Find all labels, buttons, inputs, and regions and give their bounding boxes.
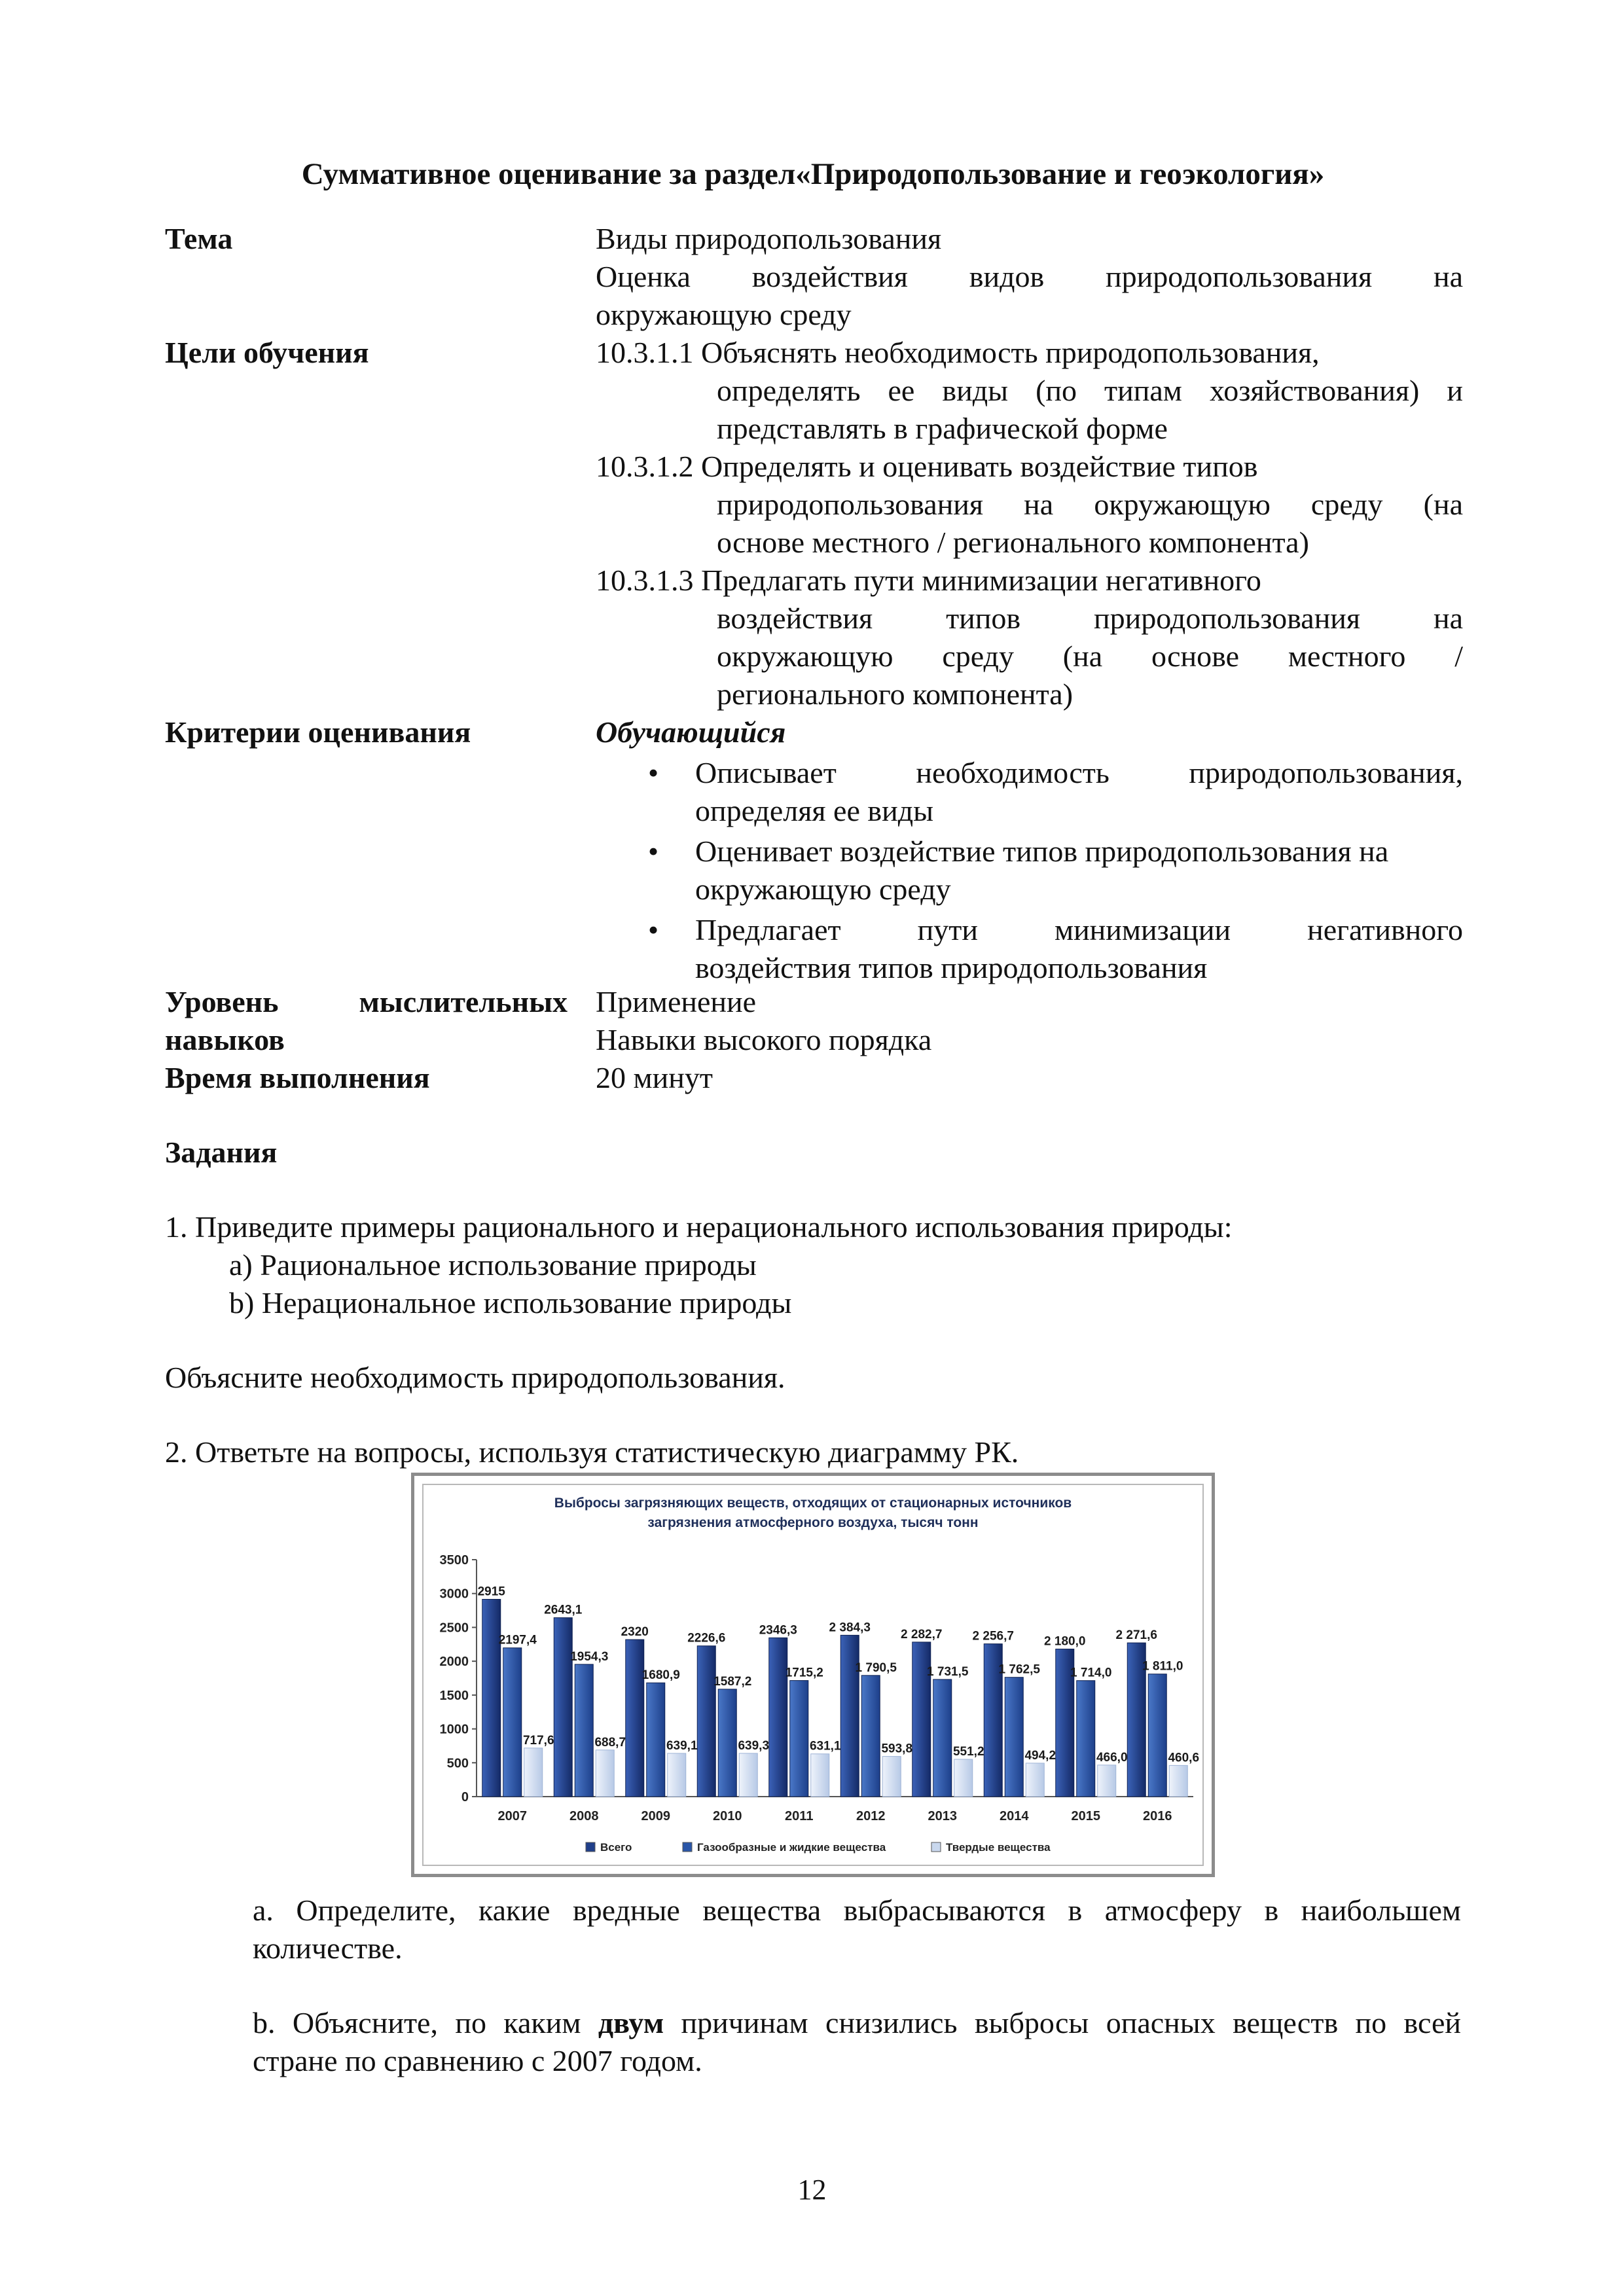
data-label: 2 282,7: [901, 1627, 943, 1641]
goal-line: воздействия типов природопользования на: [717, 601, 1463, 635]
data-label: 2 271,6: [1115, 1628, 1157, 1643]
bar: [954, 1759, 973, 1797]
bar: [1077, 1681, 1095, 1797]
legend-swatch: [586, 1842, 595, 1852]
goal-line: регионального компонента): [717, 677, 1074, 711]
chart-title: загрязнения атмосферного воздуха, тысяч тонн: [647, 1515, 979, 1530]
level-value: Навыки высокого порядка: [596, 1023, 932, 1056]
criteria-value: [596, 713, 1463, 987]
bullet-icon: •: [648, 834, 659, 868]
question-b-part: причинам снизились выбросы опасных веществ по всей: [664, 2006, 1462, 2039]
goal-lead: 10.3.1.2 Определять и оценивать воздействие типов: [596, 450, 1258, 483]
x-tick-label: 2013: [928, 1809, 957, 1823]
time-label: Время выполнения: [165, 1061, 430, 1094]
data-label: 717,6: [522, 1733, 554, 1748]
y-tick-label: 500: [446, 1756, 469, 1771]
bar: [811, 1754, 829, 1797]
goal-lead: 10.3.1.1 Объяснять необходимость природопользования,: [596, 336, 1320, 369]
criteria-line: определяя ее виды: [695, 794, 934, 827]
y-tick-label: 1000: [439, 1722, 469, 1737]
question-b-part: b. Объясните, по каким: [253, 2006, 598, 2039]
level-label-line: Уровень мыслительных: [165, 985, 568, 1018]
bar: [769, 1638, 787, 1797]
explain-text: Объясните необходимость природопользования.: [165, 1361, 785, 1394]
bar: [840, 1635, 859, 1797]
criteria-line: Предлагает пути минимизации негативного: [695, 913, 1463, 946]
legend-swatch: [931, 1842, 941, 1852]
data-label: 639,1: [666, 1738, 698, 1753]
criteria-head: Обучающийся: [596, 715, 786, 749]
bar: [554, 1618, 572, 1797]
criteria-label: Критерии оценивания: [165, 715, 471, 749]
question-b-emphasis: двум: [598, 2006, 664, 2039]
bar: [596, 1750, 614, 1797]
x-tick-label: 2016: [1143, 1809, 1172, 1823]
data-label: 2226,6: [687, 1631, 726, 1645]
bullet-icon: •: [648, 756, 659, 789]
tasks-heading: Задания: [165, 1136, 278, 1169]
x-tick-label: 2008: [569, 1809, 599, 1823]
data-label: 1954,3: [570, 1649, 609, 1664]
bar: [626, 1640, 644, 1797]
topic-line: Оценка воздействия видов природопользования на: [596, 260, 1463, 293]
task2-text: 2. Ответьте на вопросы, используя статистическую диаграмму РК.: [165, 1435, 1019, 1469]
data-label: 1 762,5: [998, 1662, 1040, 1677]
page-title: Суммативное оценивание за раздел«Природопользование и геоэкология»: [301, 157, 1325, 191]
bar: [933, 1679, 952, 1797]
data-label: 2 180,0: [1044, 1634, 1086, 1649]
level-value: Применение: [596, 985, 757, 1018]
goal-line: определять ее виды (по типам хозяйствования) и: [717, 374, 1463, 407]
bar: [1026, 1763, 1044, 1797]
data-label: 1680,9: [641, 1668, 680, 1683]
criteria-line: окружающую среду: [695, 872, 951, 906]
topic-line: окружающую среду: [596, 298, 852, 331]
question-a-line: a. Определите, какие вредные вещества выбрасываются в атмосферу в наибольшем: [253, 1893, 1461, 1927]
bar: [503, 1648, 522, 1797]
data-label: 1587,2: [713, 1674, 752, 1689]
x-tick-label: 2015: [1071, 1809, 1100, 1823]
question-b-line: стране по сравнению с 2007 годом.: [253, 2044, 702, 2077]
data-label: 1 790,5: [855, 1660, 897, 1675]
goals-label: Цели обучения: [165, 336, 369, 369]
criteria-item: [596, 833, 1463, 908]
task1-option-b: b) Нерациональное использование природы: [229, 1286, 792, 1319]
x-tick-label: 2007: [497, 1809, 527, 1823]
bar: [575, 1664, 593, 1797]
task1-text: 1. Приведите примеры рационального и нерационального использования природы:: [165, 1210, 1233, 1244]
legend-label: Всего: [600, 1841, 632, 1854]
bar: [697, 1646, 715, 1797]
goal-line: окружающую среду (на основе местного /: [717, 639, 1463, 673]
data-label: 551,2: [952, 1744, 984, 1759]
data-label: 2320: [621, 1625, 649, 1640]
goal-lead: 10.3.1.3 Предлагать пути минимизации негативного: [596, 564, 1261, 597]
x-tick-label: 2012: [856, 1809, 886, 1823]
data-label: 1 731,5: [927, 1664, 969, 1679]
bar: [861, 1676, 880, 1797]
chart-title: Выбросы загрязняющих веществ, отходящих от стационарных источников: [554, 1496, 1072, 1511]
data-label: 631,1: [809, 1739, 841, 1753]
data-label: 688,7: [594, 1735, 626, 1749]
criteria-line: Описывает необходимость природопользования,: [695, 756, 1463, 789]
data-label: 2 256,7: [972, 1629, 1014, 1643]
page-number: 12: [797, 2174, 827, 2206]
data-label: 593,8: [881, 1742, 913, 1756]
x-tick-label: 2011: [785, 1809, 814, 1823]
data-label: 2915: [477, 1585, 505, 1599]
goals-value: [596, 334, 1463, 713]
y-tick-label: 1500: [439, 1688, 469, 1703]
bar: [1005, 1677, 1023, 1797]
data-label: 2346,3: [759, 1623, 797, 1638]
data-label: 460,6: [1168, 1751, 1200, 1765]
bar: [882, 1757, 901, 1797]
bullet-icon: •: [648, 913, 659, 946]
y-tick-label: 2500: [439, 1621, 469, 1636]
goal-line: основе местного / регионального компонента): [717, 526, 1309, 559]
y-tick-label: 0: [461, 1790, 469, 1804]
data-label: 2 384,3: [829, 1621, 871, 1635]
criteria-item: [596, 754, 1463, 830]
data-label: 1715,2: [785, 1666, 823, 1680]
criteria-item: [596, 911, 1463, 987]
question-b-line: [253, 2004, 1461, 2042]
y-tick-label: 2000: [439, 1655, 469, 1670]
topic-value: [596, 220, 1463, 334]
criteria-line: воздействия типов природопользования: [695, 951, 1208, 984]
bar: [790, 1681, 808, 1797]
legend-label: Твердые вещества: [946, 1841, 1051, 1854]
bar: [739, 1753, 757, 1797]
data-label: 1 811,0: [1142, 1659, 1183, 1674]
bar: [718, 1689, 736, 1797]
legend-label: Газообразные и жидкие вещества: [697, 1841, 886, 1854]
y-tick-label: 3500: [439, 1553, 469, 1568]
bar: [647, 1683, 665, 1797]
data-label: 466,0: [1096, 1750, 1128, 1765]
level-label-line: навыков: [165, 1023, 285, 1056]
goal-line: представлять в графической форме: [717, 412, 1168, 445]
chart-svg: [414, 1476, 1212, 1874]
bar: [1169, 1765, 1187, 1797]
topic-label: Тема: [165, 222, 233, 255]
data-label: 2197,4: [498, 1633, 537, 1647]
bar: [1098, 1765, 1116, 1797]
legend-swatch: [683, 1842, 692, 1852]
x-tick-label: 2010: [713, 1809, 742, 1823]
task1-option-a: a) Рациональное использование природы: [229, 1248, 757, 1282]
question-a-line: количестве.: [253, 1931, 403, 1965]
bar: [668, 1753, 686, 1797]
time-value: 20 минут: [596, 1061, 713, 1094]
data-label: 2643,1: [544, 1603, 583, 1617]
bar: [524, 1748, 543, 1797]
x-tick-label: 2009: [641, 1809, 670, 1823]
y-tick-label: 3000: [439, 1587, 469, 1602]
topic-line: Виды природопользования: [596, 222, 942, 255]
goal-line: природопользования на окружающую среду (на: [717, 488, 1463, 521]
data-label: 639,3: [738, 1738, 770, 1753]
data-label: 494,2: [1024, 1748, 1056, 1763]
emissions-chart: [411, 1473, 1215, 1877]
bar: [482, 1600, 501, 1797]
data-label: 1 714,0: [1070, 1666, 1112, 1680]
x-tick-label: 2014: [1000, 1809, 1029, 1823]
bar: [1148, 1674, 1166, 1797]
criteria-line: Оценивает воздействие типов природопользования на: [695, 834, 1389, 868]
